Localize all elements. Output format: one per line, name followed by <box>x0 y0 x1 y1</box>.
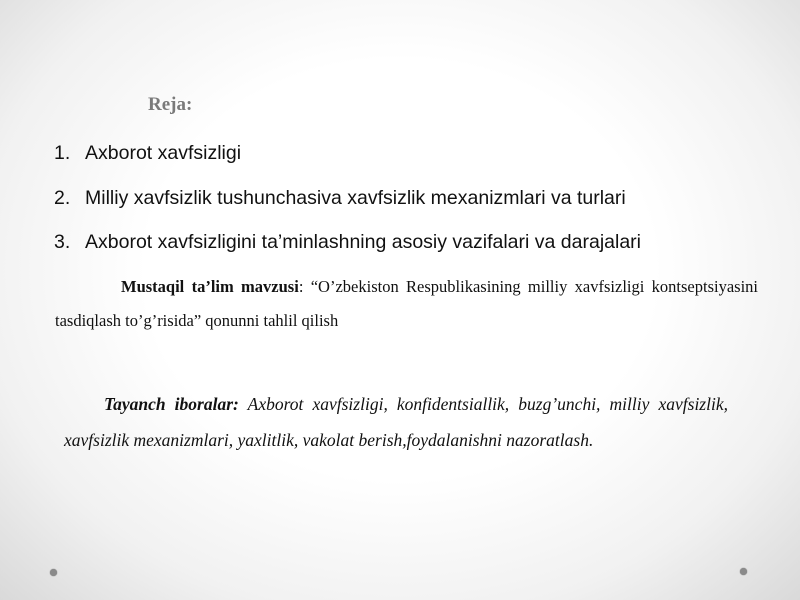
plan-item-2 <box>54 183 641 228</box>
keywords-label: Tayanch iboralar: <box>104 394 239 414</box>
plan-item-number: 2. <box>54 186 71 209</box>
decorative-dot-right <box>740 568 747 575</box>
plan-item-number: 1. <box>54 142 71 164</box>
plan-title: Reja: <box>148 94 193 115</box>
topic-label: Mustaqil ta’lim mavzusi <box>121 277 299 296</box>
plan-item-3 <box>54 227 641 272</box>
topic-separator: : <box>298 277 311 296</box>
decorative-dot-left <box>50 569 57 576</box>
plan-item-text: Milliy xavfsizlik tushunchasiva xavfsizlik mexanizmlari va turlari <box>85 186 626 209</box>
topic-text: “O’zbekiston Respublikasining milliy xavfsizligi kontseptsiyasini tasdiqlash to’g’risida” qonunni tahlil qilish <box>55 277 758 330</box>
plan-item-text: Axborot xavfsizligi <box>85 142 242 164</box>
plan-item-number: 3. <box>54 231 71 253</box>
keywords-text: Axborot xavfsizligi, konfidentsiallik, buzg’unchi, milliy xavfsizlik, xavfsizlik mexanizmlari, yaxlitlik, vakolat berish,foydalanishni nazoratlash. <box>64 394 728 450</box>
plan-item-text: Axborot xavfsizligini ta’minlashning asosiy vazifalari va darajalari <box>85 231 641 253</box>
plan-list <box>54 138 641 272</box>
independent-study-topic <box>55 270 758 338</box>
keywords-paragraph <box>64 386 728 458</box>
plan-item-1 <box>54 138 641 183</box>
